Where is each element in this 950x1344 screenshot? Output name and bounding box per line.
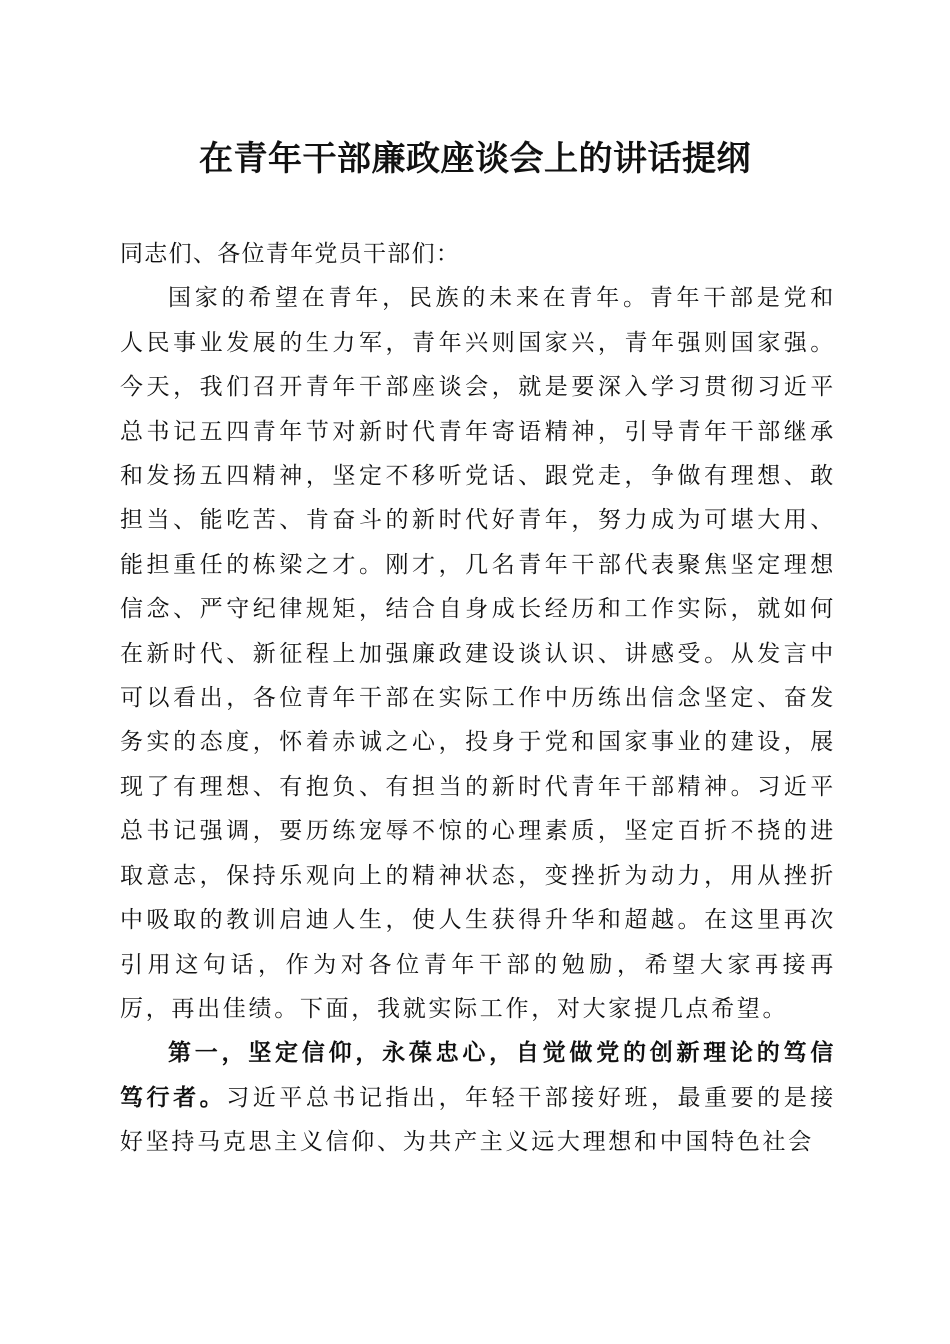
paragraph-intro: 国家的希望在青年，民族的未来在青年。青年干部是党和人民事业发展的生力军，青年兴则国家兴，青年强则国家强。今天，我们召开青年干部座谈会，就是要深入学习贯彻习近平总书记五四青年节对新时代青年寄语精神，引导青年干部继承和发扬五四精神，坚定不移听党话、跟党走，争做有理想、敢担当、能吃苦、肯奋斗的新时代好青年，努力成为可堪大用、能担重任的栋梁之才。刚才，几名青年干部代表聚焦坚定理想信念、严守纪律规矩，结合自身成长经历和工作实际，就如何在新时代、新征程上加强廉政建设谈认识、讲感受。从发言中可以看出，各位青年干部在实际工作中历练出信念坚定、奋发务实的态度，怀着赤诚之心，投身于党和国家事业的建设，展现了有理想、有抱负、有担当的新时代青年干部精神。习近平总书记强调，要历练宠辱不惊的心理素质，坚定百折不挠的进取意志，保持乐观向上的精神状态，变挫折为动力，用从挫折中吸取的教训启迪人生，使人生获得升华和超越。在这里再次引用这句话，作为对各位青年干部的勉励，希望大家再接再厉，再出佳绩。下面，我就实际工作，对大家提几点希望。	[120, 285, 836, 1022]
document-body	[120, 232, 836, 1165]
document-title: 在青年干部廉政座谈会上的讲话提纲	[199, 139, 751, 179]
salutation: 同志们、各位青年党员干部们：	[120, 241, 461, 267]
section-one-text: 习近平总书记指出，年轻干部接好班，最重要的是接好坚持马克思主义信仰、为共产主义远大理想和中国特色社会	[120, 1084, 836, 1156]
paragraph-section-one	[120, 1031, 836, 1164]
section-one-heading: 第一，坚定信仰，永葆忠心，自觉做党的创新理论的笃信笃行者。	[120, 1039, 836, 1111]
